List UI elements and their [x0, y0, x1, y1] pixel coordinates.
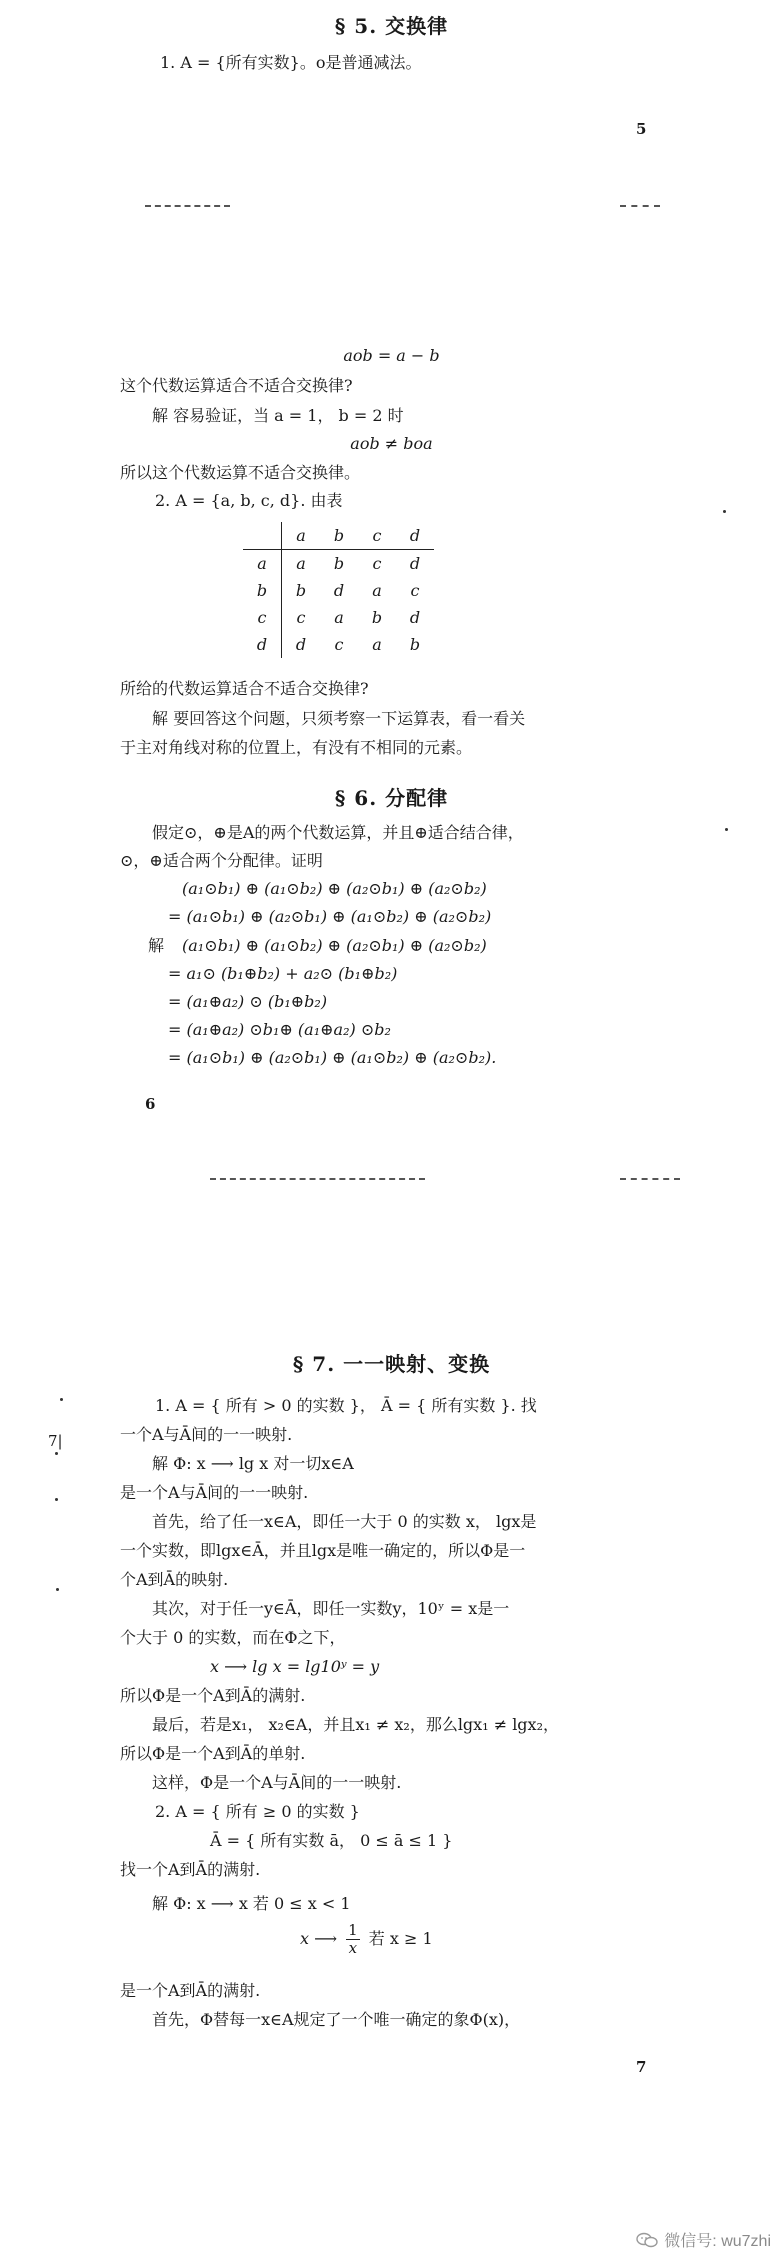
s7-text-11: 这样，Φ是一个A与Ā间的一一映射. [152, 1773, 402, 1792]
table-cell: a [372, 581, 382, 600]
table-header-cell: b [320, 522, 358, 550]
s5-equation-2: aob ≠ boa [350, 434, 433, 453]
s6-line-8: = (a₁⊕a₂) ⊙b₁⊕ (a₁⊕a₂) ⊙b₂ [168, 1020, 391, 1039]
page-number-7: 7 [636, 2058, 647, 2076]
s6-line-7: = (a₁⊕a₂) ⊙ (b₁⊕b₂) [168, 992, 328, 1011]
table-cell: d [409, 554, 421, 573]
table-cell: b [409, 635, 421, 654]
scan-speck [60, 1398, 63, 1401]
table-cell: a [296, 554, 306, 573]
s6-line-6: = a₁⊙ (b₁⊕b₂) + a₂⊙ (b₁⊕b₂) [168, 964, 398, 983]
table-header-row [243, 522, 434, 550]
table-row-head: d [243, 631, 282, 658]
table-header-cell: c [358, 522, 396, 550]
s7-problem-1-line-1: 1. A = { 所有 > 0 的实数 }， Ā = { 所有实数 }. 找 [155, 1396, 537, 1415]
page-divider [620, 205, 660, 207]
s6-line-1: 假定⊙，⊕是A的两个代数运算，并且⊕适合结合律， [152, 823, 524, 842]
s6-solution-label: 解 [148, 936, 165, 955]
table-row-head: a [243, 550, 282, 578]
s5-problem-1: 1. A = {所有实数}。ο是普通减法。 [160, 53, 422, 72]
s5-equation-1: aob = a − b [343, 346, 440, 365]
s7-text-10: 所以Φ是一个A到Ā的单射. [120, 1744, 306, 1763]
s5-question-1: 这个代数运算适合不适合交换律? [120, 376, 353, 395]
s5-conclusion-1: 所以这个代数运算不适合交换律。 [120, 463, 361, 482]
s7-problem-2-line-2: Ā = { 所有实数 ā， 0 ≤ ā ≤ 1 } [210, 1831, 453, 1850]
table-cell: c [334, 635, 344, 654]
page-number-6: 6 [145, 1095, 156, 1113]
table-cell: b [333, 554, 345, 573]
s7-text-3: 一个实数，即lgx∈Ā，并且lgx是唯一确定的，所以Φ是一 [120, 1541, 526, 1560]
table-row [243, 631, 434, 658]
page-divider [145, 205, 230, 207]
table-cell: d [295, 635, 307, 654]
section-5-title: § 5. 交换律 [334, 14, 449, 38]
scan-speck [55, 1498, 58, 1501]
s7-problem-2-line-1: 2. A = { 所有 ≥ 0 的实数 } [155, 1802, 360, 1821]
table-header-cell: a [282, 522, 321, 550]
s5-solution-2-line-2: 于主对角线对称的位置上，有没有不相同的元素。 [120, 738, 473, 757]
s7-text-6: 个大于 0 的实数，而在Φ之下， [120, 1628, 346, 1647]
s7-text-13: 首先，Φ替每一x∈A规定了一个唯一确定的象Φ(x)， [152, 2010, 521, 2029]
s7-fraction-line [300, 1922, 433, 1957]
table-corner-cell [243, 522, 282, 550]
table-row-head: c [243, 604, 282, 631]
s6-line-3: (a₁⊙b₁) ⊕ (a₁⊙b₂) ⊕ (a₂⊙b₁) ⊕ (a₂⊙b₂) [182, 879, 487, 898]
table-cell: a [334, 608, 344, 627]
s7-solution-2: 解 Φ: x ⟶ x 若 0 ≤ x < 1 [152, 1894, 351, 1913]
s7-text-5: 其次，对于任一y∈Ā，即任一实数y，10ʸ = x是一 [152, 1599, 510, 1618]
s5-question-2: 所给的代数运算适合不适合交换律? [120, 679, 369, 698]
s7-text-4: 个A到Ā的映射. [120, 1570, 229, 1589]
table-cell: b [295, 581, 307, 600]
s7-text-1: 是一个A与Ā间的一一映射. [120, 1483, 309, 1502]
section-6-title: § 6. 分配律 [334, 786, 449, 810]
s7-text-12: 是一个A到Ā的满射. [120, 1981, 261, 2000]
s6-line-4: = (a₁⊙b₁) ⊕ (a₂⊙b₁) ⊕ (a₁⊙b₂) ⊕ (a₂⊙b₂) [168, 907, 492, 926]
table-row [243, 604, 434, 631]
table-cell: d [409, 608, 421, 627]
operation-table [243, 522, 434, 658]
s7-text-9: 最后，若是x₁， x₂∈A，并且x₁ ≠ x₂，那么lgx₁ ≠ lgx₂， [152, 1715, 559, 1734]
scan-speck [723, 510, 726, 513]
table-cell: c [410, 581, 420, 600]
scan-speck [55, 1452, 58, 1455]
wechat-icon [636, 2232, 658, 2248]
s7-solution-1: 解 Φ: x ⟶ lg x 对一切x∈A [152, 1454, 354, 1473]
s6-line-2: ⊙，⊕适合两个分配律。证明 [120, 851, 323, 870]
s5-problem-2: 2. A = {a, b, c, d}. 由表 [155, 491, 343, 510]
s5-solution-1: 解 容易验证，当 a = 1， b = 2 时 [152, 406, 404, 425]
s5-solution-2-line-1: 解 要回答这个问题，只须考察一下运算表，看一看关 [152, 709, 526, 728]
section-7-title: § 7. 一一映射、变换 [292, 1352, 491, 1376]
fraction-numerator: 1 [348, 1921, 358, 1939]
s7-text-7: x ⟶ lg x = lg10ʸ = y [210, 1657, 380, 1676]
s7-problem-2-line-3: 找一个A到Ā的满射. [120, 1860, 261, 1879]
table-header-cell: d [396, 522, 434, 550]
s6-line-5: (a₁⊙b₁) ⊕ (a₁⊙b₂) ⊕ (a₂⊙b₁) ⊕ (a₂⊙b₂) [182, 936, 487, 955]
watermark-text: 微信号: wu7zhi [664, 2233, 771, 2250]
fraction-lhs: x ⟶ [300, 1929, 338, 1948]
fraction-denominator: x [348, 1939, 358, 1957]
scan-speck [725, 828, 728, 831]
s7-text-8: 所以Φ是一个A到Ā的满射. [120, 1686, 306, 1705]
scan-speck [56, 1588, 59, 1591]
table-cell: a [372, 635, 382, 654]
s7-problem-1-line-2: 一个A与Ā间的一一映射. [120, 1425, 293, 1444]
table-row-head: b [243, 577, 282, 604]
table-row [243, 577, 434, 604]
table-row [243, 550, 434, 578]
table-cell: b [371, 608, 383, 627]
page-divider [620, 1178, 680, 1180]
table-cell: c [296, 608, 306, 627]
fraction [346, 1922, 360, 1957]
page-number-5: 5 [636, 120, 647, 138]
page-divider [210, 1178, 425, 1180]
s6-line-9: = (a₁⊙b₁) ⊕ (a₂⊙b₁) ⊕ (a₁⊙b₂) ⊕ (a₂⊙b₂). [168, 1048, 497, 1067]
s7-scan-mark: 7| [48, 1432, 63, 1450]
fraction-condition: 若 x ≥ 1 [368, 1929, 433, 1948]
table-cell: d [333, 581, 345, 600]
s7-text-2: 首先，给了任一x∈A，即任一大于 0 的实数 x， lgx是 [152, 1512, 537, 1531]
table-cell: c [372, 554, 382, 573]
wechat-watermark [636, 2228, 771, 2251]
